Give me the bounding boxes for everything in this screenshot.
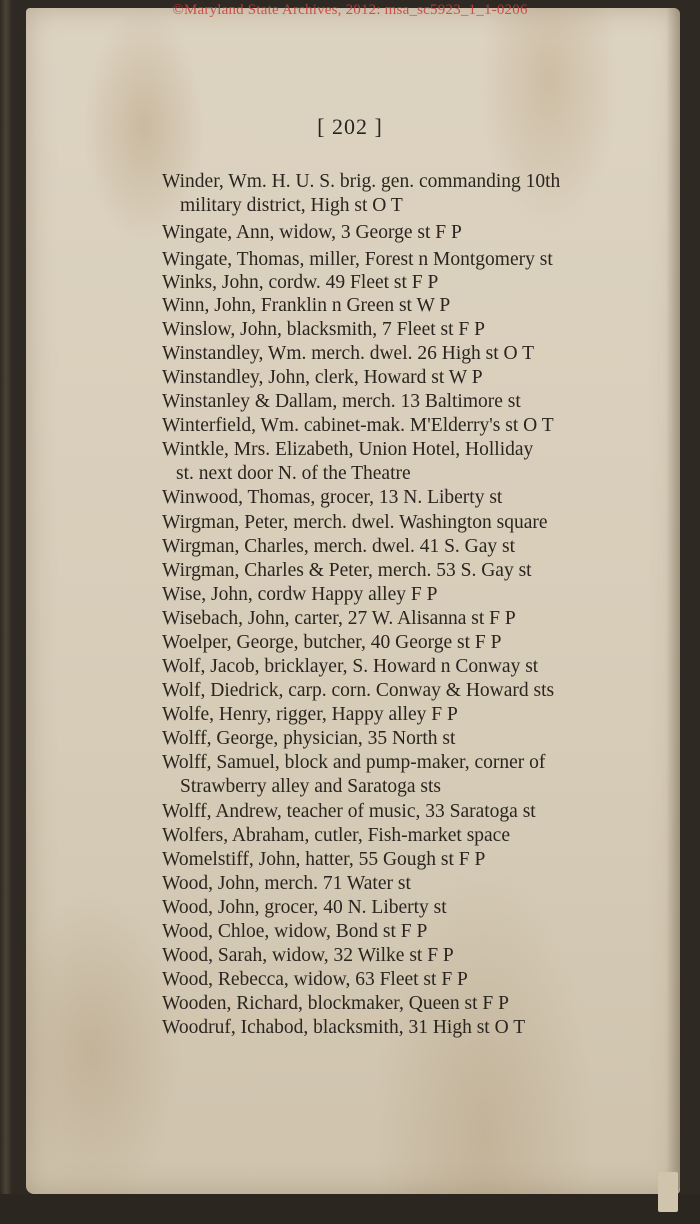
entry-line: Wolf, Diedrick, carp. corn. Conway & Howard sts [162,680,555,701]
entry-line: Winstanley & Dallam, merch. 13 Baltimore st [162,391,521,412]
entry-line: Wirgman, Peter, merch. dwel. Washington square [162,512,548,533]
entry-line: Wolff, Samuel, block and pump-maker, corner of [162,752,546,773]
entry-line: Wise, John, cordw Happy alley F P [162,584,438,605]
entry-line: Wood, John, merch. 71 Water st [162,873,411,894]
scan-bottom-strip [0,1194,700,1224]
entry-line: Wirgman, Charles, merch. dwel. 41 S. Gay st [162,536,516,557]
entry-line: Wood, Chloe, widow, Bond st F P [162,921,428,942]
entry-line: Woodruf, Ichabod, blacksmith, 31 High st O T [162,1017,526,1038]
entry-line: Wirgman, Charles & Peter, merch. 53 S. Gay st [162,560,532,581]
entry-line: Wolff, George, physician, 35 North st [162,728,456,749]
entry-line: Wingate, Thomas, miller, Forest n Montgomery st [162,249,553,270]
entry-line: Winterfield, Wm. cabinet-mak. M'Elderry's st O T [162,415,554,436]
page-edge-shadow [666,8,680,1194]
entry-line: Winstandley, John, clerk, Howard st W P [162,367,483,388]
entry-line: Womelstiff, John, hatter, 55 Gough st F P [162,849,486,870]
archive-watermark: ©Maryland State Archives, 2012: msa_sc5923_1_1-0206 [172,2,528,18]
entry-line: Winder, Wm. H. U. S. brig. gen. commanding 10th [162,171,561,192]
entry-line: Wood, John, grocer, 40 N. Liberty st [162,897,447,918]
entry-line: Wooden, Richard, blockmaker, Queen st F P [162,993,509,1014]
entry-line: Wood, Sarah, widow, 32 Wilke st F P [162,945,454,966]
entry-line: Winn, John, Franklin n Green st W P [162,295,451,316]
entry-continuation: Strawberry alley and Saratoga sts [180,776,442,797]
entry-line: Winwood, Thomas, grocer, 13 N. Liberty st [162,487,503,508]
entry-line: Woelper, George, butcher, 40 George st F P [162,632,502,653]
entry-line: Winslow, John, blacksmith, 7 Fleet st F P [162,319,485,340]
entry-line: Wisebach, John, carter, 27 W. Alisanna st F P [162,608,516,629]
entry-line: Wintkle, Mrs. Elizabeth, Union Hotel, Holliday [162,439,534,460]
entry-line: Wolff, Andrew, teacher of music, 33 Saratoga st [162,801,536,822]
entry-line: Wingate, Ann, widow, 3 George st F P [162,222,462,243]
entry-line: Wolfers, Abraham, cutler, Fish-market space [162,825,510,846]
entry-line: Wolfe, Henry, rigger, Happy alley F P [162,704,458,725]
entry-continuation: st. next door N. of the Theatre [176,463,411,484]
page-number: [ 202 ] [317,114,383,139]
entry-line: Wood, Rebecca, widow, 63 Fleet st F P [162,969,468,990]
entry-line: Winks, John, cordw. 49 Fleet st F P [162,272,439,293]
entry-line: Wolf, Jacob, bricklayer, S. Howard n Conway st [162,656,539,677]
page-corner [658,1172,678,1212]
entry-line: Winstandley, Wm. merch. dwel. 26 High st O T [162,343,535,364]
entry-continuation: military district, High st O T [180,195,403,216]
